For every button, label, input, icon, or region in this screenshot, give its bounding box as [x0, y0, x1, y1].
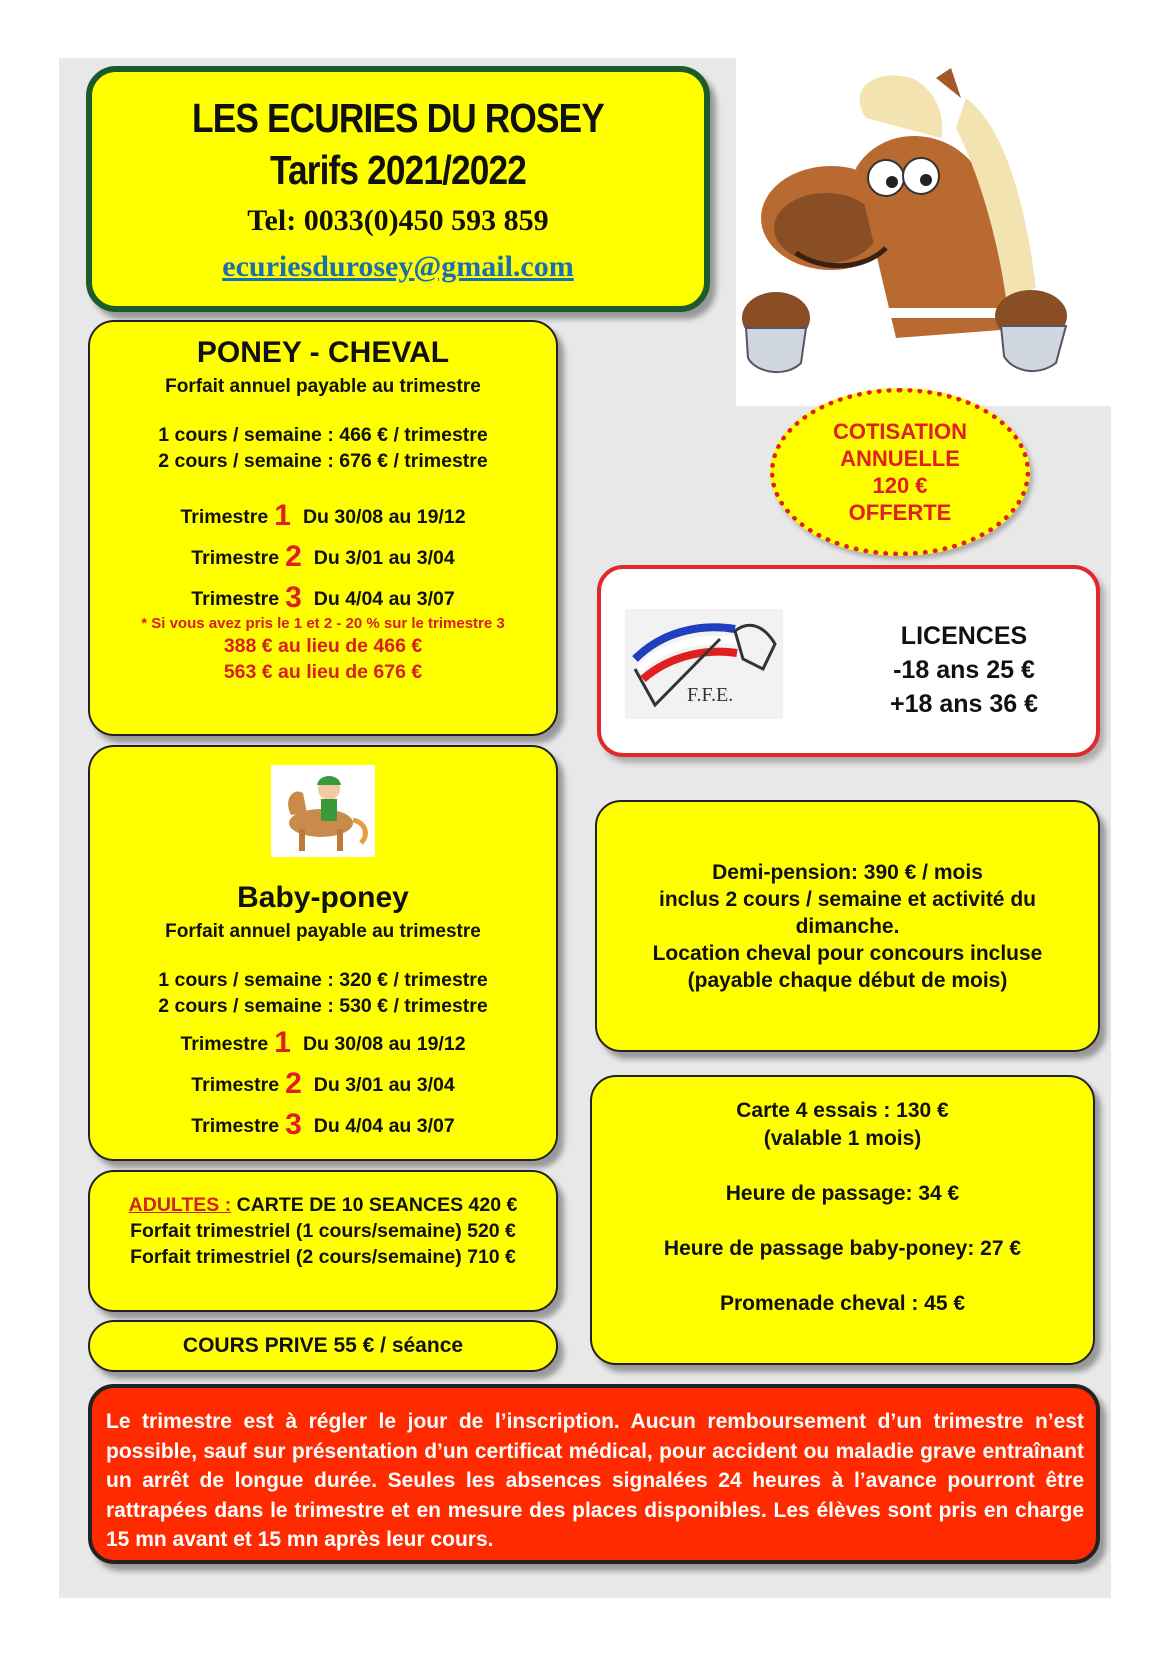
conditions-text: Le trimestre est à régler le jour de l’inscription. Aucun remboursement d’un trimestre n’est possible, sauf sur présentation d’un certificat médical, pour accident ou maladie grave entraînant un arrêt de longue durée. Seules les absences signalées 24 heures à l’avance pourront être rattrapées dans le trimestre et en mesure des places disponibles. Les élèves sont pris en charge 15 mn avant et 15 mn après leur cours. — [106, 1410, 1084, 1551]
baby-title: Baby-poney — [237, 881, 409, 914]
cotisation-line: OFFERTE — [848, 500, 952, 525]
stable-name: LES ECURIES DU ROSEY — [192, 95, 604, 141]
poney-trimestre-2: Trimestre 2 Du 3/01 au 3/04 — [191, 540, 455, 573]
email-link[interactable]: ecuriesdurosey@gmail.com — [222, 250, 574, 283]
demi-line-3: dimanche. — [795, 914, 900, 938]
promenade-cheval: Promenade cheval : 45 € — [719, 1292, 966, 1315]
demi-line-4: Location cheval pour concours incluse — [652, 941, 1043, 965]
discount-note: * Si vous avez pris le 1 et 2 - 20 % sur le trimestre 3 — [141, 615, 505, 632]
discount-price-2: 563 € au lieu de 676 € — [223, 661, 423, 683]
cotisation-line: ANNUELLE — [840, 446, 960, 471]
cotisation-badge — [770, 388, 1030, 556]
heure-passage-baby: Heure de passage baby-poney: 27 € — [663, 1237, 1022, 1260]
baby-trimestre-3: Trimestre 3 Du 4/04 au 3/07 — [191, 1108, 455, 1141]
cotisation-line: COTISATION — [832, 419, 968, 444]
adultes-forfait-2: Forfait trimestriel (2 cours/semaine) 710 € — [130, 1246, 516, 1268]
poney-price-1: 1 cours / semaine : 466 € / trimestre — [158, 424, 488, 446]
licences-title: LICENCES — [900, 622, 1028, 650]
poney-title: PONEY - CHEVAL — [196, 336, 450, 369]
licences-text — [859, 619, 1069, 721]
carte-essais-price: Carte 4 essais : 130 € — [736, 1099, 949, 1122]
baby-trimestre-1: Trimestre 1 Du 30/08 au 19/12 — [180, 1026, 466, 1059]
carte-essais-box — [590, 1075, 1095, 1365]
baby-price-2: 2 cours / semaine : 530 € / trimestre — [158, 995, 488, 1017]
cours-prive-text: COURS PRIVE 55 € / séance — [182, 1334, 464, 1357]
cotisation-amount: 120 € — [872, 473, 928, 498]
ffe-logo-text: F.F.E. — [687, 684, 734, 706]
poney-trimestre-3: Trimestre 3 Du 4/04 au 3/07 — [191, 581, 455, 614]
adultes-box — [88, 1170, 558, 1312]
adultes-forfait-1: Forfait trimestriel (1 cours/semaine) 520 € — [130, 1220, 516, 1242]
heure-passage: Heure de passage: 34 € — [725, 1182, 960, 1205]
tariffs-title: Tarifs 2021/2022 — [269, 147, 527, 193]
discount-price-1: 388 € au lieu de 466 € — [223, 635, 423, 657]
demi-pension-box — [595, 800, 1100, 1052]
demi-line-5: (payable chaque début de mois) — [687, 968, 1008, 992]
horse-illustration — [736, 58, 1111, 406]
child-rider-illustration — [271, 765, 375, 857]
adultes-label: ADULTES : — [128, 1194, 232, 1216]
baby-trimestre-2: Trimestre 2 Du 3/01 au 3/04 — [191, 1067, 455, 1100]
licence-under-18: -18 ans 25 € — [893, 656, 1035, 684]
baby-poney-box — [88, 745, 558, 1161]
adultes-carte: ADULTES : CARTE DE 10 SEANCES 420 € — [128, 1194, 518, 1216]
header-box — [86, 66, 710, 312]
phone-number: Tel: 0033(0)450 593 859 — [247, 204, 549, 237]
baby-subtitle: Forfait annuel payable au trimestre — [165, 921, 481, 942]
licences-box — [597, 565, 1100, 757]
poney-cheval-box — [88, 320, 558, 736]
carte-essais-validity: (valable 1 mois) — [763, 1127, 922, 1150]
baby-price-1: 1 cours / semaine : 320 € / trimestre — [158, 969, 488, 991]
ffe-logo — [625, 609, 783, 719]
licence-over-18: +18 ans 36 € — [889, 690, 1039, 718]
poney-price-2: 2 cours / semaine : 676 € / trimestre — [158, 450, 488, 472]
poney-subtitle: Forfait annuel payable au trimestre — [165, 376, 481, 397]
demi-line-1: Demi-pension: 390 € / mois — [712, 860, 983, 884]
demi-line-2: inclus 2 cours / semaine et activité du — [659, 887, 1036, 911]
conditions-notice — [88, 1384, 1100, 1564]
poney-trimestre-1: Trimestre 1 Du 30/08 au 19/12 — [180, 499, 466, 532]
cours-prive-box — [88, 1320, 558, 1372]
